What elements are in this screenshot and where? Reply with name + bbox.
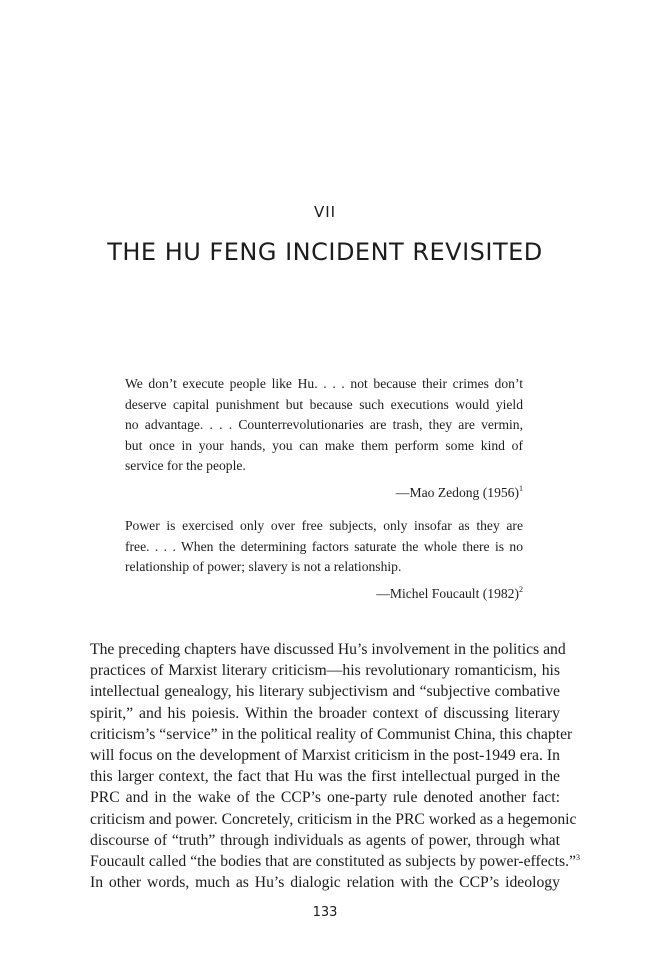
footnote-marker[interactable]: 3 — [575, 853, 580, 863]
chapter-number: VII — [313, 203, 337, 221]
body-line: this larger context, the fact that Hu was the first intellectual purged in the — [90, 768, 560, 786]
body-line: PRC and in the wake of the CCP’s one-party rule denoted another fact: — [90, 789, 560, 807]
body-line: practices of Marxist literary criticism—his revolutionary romanticism, his — [90, 662, 560, 680]
body-line: discourse of “truth” through individuals as agents of power, through what — [90, 831, 560, 849]
epigraph-line: Power is exercised only over free subjects, only insofar as they are — [125, 518, 523, 533]
body-line: intellectual genealogy, his literary subjectivism and “subjective combative — [90, 683, 560, 701]
chapter-title: THE HU FENG INCIDENT REVISITED — [107, 238, 543, 266]
body-line: In other words, much as Hu’s dialogic relation with the CCP’s ideology — [90, 874, 560, 892]
body-line: Foucault called “the bodies that are constituted as subjects by power-effects.” — [90, 853, 576, 871]
attribution-text: —Mao Zedong (1956) — [395, 484, 519, 500]
epigraph-line: We don’t execute people like Hu. . . . not because their crimes don’t — [125, 376, 523, 391]
body-line: will focus on the development of Marxist criticism in the post-1949 era. In — [90, 747, 560, 765]
epigraph-line: but once in your hands, you can make them perform some kind of — [125, 437, 523, 453]
body-line-with-note — [90, 851, 580, 872]
epigraph-line: no advantage. . . . Counterrevolutionaries are trash, they are vermin, — [125, 417, 523, 432]
body-line: The preceding chapters have discussed Hu’s involvement in the politics and — [90, 641, 566, 658]
body-line: criticism’s “service” in the political reality of Communist China, this chapter — [90, 725, 573, 743]
epigraph-attribution — [125, 483, 523, 504]
epigraph-line: free. . . . When the determining factors saturate the whole there is no — [125, 538, 523, 554]
attribution-text: —Michel Foucault (1982) — [376, 585, 519, 601]
footnote-marker[interactable]: 2 — [519, 584, 523, 594]
epigraph-line: relationship of power; slavery is not a relationship. — [125, 559, 402, 574]
epigraph-attribution — [125, 584, 523, 605]
body-line: criticism and power. Concretely, criticism in the PRC worked as a hegemonic — [90, 810, 577, 828]
page-number: 133 — [312, 905, 338, 920]
body-line: spirit,” and his poiesis. Within the broader context of discussing literary — [90, 704, 560, 722]
body-paragraph — [90, 639, 580, 893]
footnote-marker[interactable]: 1 — [519, 483, 523, 493]
epigraph-line: deserve capital punishment but because such executions would yield — [125, 396, 523, 412]
epigraph-foucault — [125, 516, 523, 604]
epigraph-mao — [125, 374, 523, 503]
epigraph-line: service for the people. — [125, 458, 246, 473]
